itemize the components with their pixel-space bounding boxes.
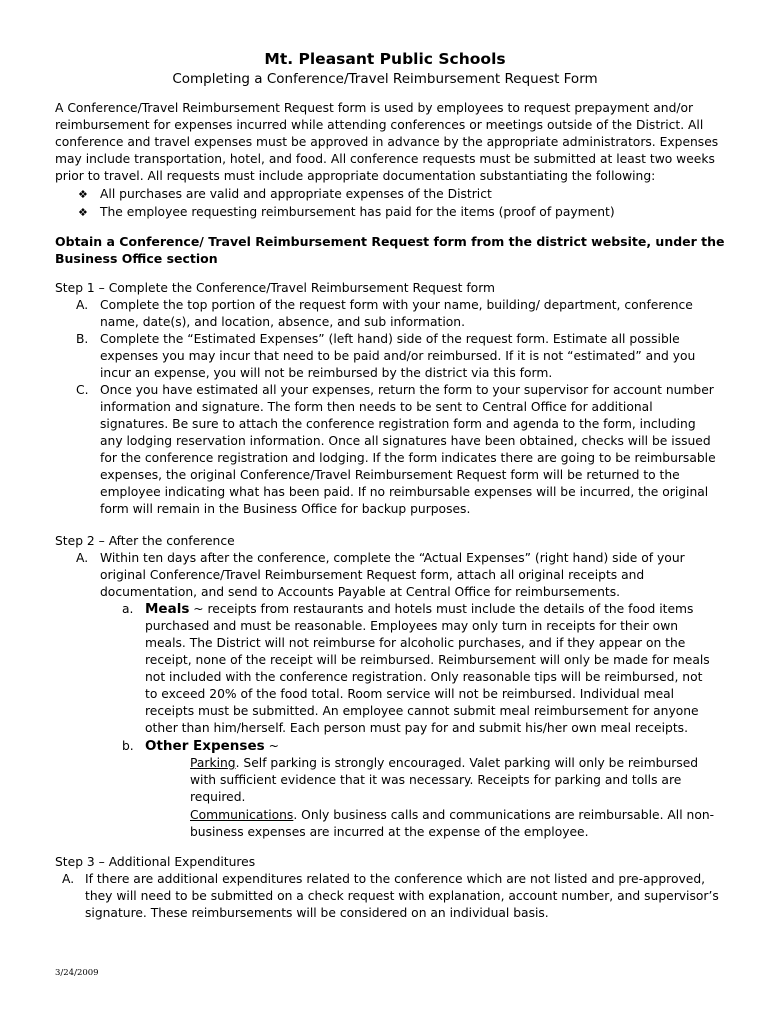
intro-line: may include transportation, hotel, and food. All conference requests must be submitted at least two weeks bbox=[55, 152, 715, 166]
step1-b-line: expenses you may incur that need to be paid and/or reimbursed. If it is not “estimated” and you bbox=[100, 349, 696, 363]
parking-line: required. bbox=[190, 790, 246, 804]
other-expenses-letter: b. bbox=[122, 739, 134, 753]
parking-first-text: . Self parking is strongly encouraged. Valet parking will only be reimbursed bbox=[235, 756, 699, 770]
step2-title: Step 2 – After the conference bbox=[55, 534, 235, 548]
other-expenses-line bbox=[145, 738, 279, 755]
communications-first-line bbox=[190, 807, 714, 824]
step1-c-letter: C. bbox=[76, 383, 89, 397]
step1-b-letter: B. bbox=[76, 332, 89, 346]
page-subtitle: Completing a Conference/Travel Reimbursement Request Form bbox=[172, 71, 598, 87]
meals-line: receipts must be submitted. An employee cannot submit meal reimbursement for anyone bbox=[145, 704, 699, 718]
intro-line: conference and travel expenses must be approved in advance by the appropriate administrators. Expenses bbox=[55, 135, 719, 149]
step3-a-line: signature. These reimbursements will be considered on an individual basis. bbox=[85, 906, 549, 920]
meals-line: not included with the conference registration. Only reasonable tips will be reimbursed, not bbox=[145, 670, 703, 684]
step2-a-line: Within ten days after the conference, complete the “Actual Expenses” (right hand) side of your bbox=[100, 551, 685, 565]
step2-a-letter: A. bbox=[76, 551, 89, 565]
step3-title: Step 3 – Additional Expenditures bbox=[55, 855, 256, 869]
step1-c-line: employee indicating what has been paid. If no reimbursable expenses will be incurred, the original bbox=[100, 485, 709, 499]
other-expenses-label: Other Expenses bbox=[145, 738, 265, 754]
step1-b-line: Complete the “Estimated Expenses” (left hand) side of the request form. Estimate all possible bbox=[100, 332, 680, 346]
step1-c-line: any lodging reservation information. Once all signatures have been obtained, checks will be issued bbox=[100, 434, 711, 448]
communications-line: business expenses are incurred at the expense of the employee. bbox=[190, 825, 589, 839]
section-heading: Business Office section bbox=[55, 251, 218, 266]
bullet-item: The employee requesting reimbursement has paid for the items (proof of payment) bbox=[100, 205, 615, 219]
meals-line: meals. The District will not reimburse for alcoholic purchases, and if they appear on the bbox=[145, 636, 686, 650]
diamond-bullet-icon: ❖ bbox=[78, 206, 88, 219]
section-heading: Obtain a Conference/ Travel Reimbursement Request form from the district website, under the bbox=[55, 234, 725, 249]
step2-a-line: original Conference/Travel Reimbursement Request form, attach all original receipts and bbox=[100, 568, 645, 582]
step1-c-line: Once you have estimated all your expenses, return the form to your supervisor for account number bbox=[100, 383, 714, 397]
step1-c-line: for the conference registration and lodging. If the form indicates there are going to be reimbursable bbox=[100, 451, 716, 465]
bullet-item: All purchases are valid and appropriate expenses of the District bbox=[100, 187, 492, 201]
other-expenses-suffix: ~ bbox=[264, 739, 279, 753]
meals-letter: a. bbox=[122, 602, 134, 616]
footer-date: 3/24/2009 bbox=[55, 968, 99, 978]
step3-a-line: If there are additional expenditures related to the conference which are not listed and pre-approved, bbox=[85, 872, 706, 886]
step1-a-line: Complete the top portion of the request form with your name, building/ department, conference bbox=[100, 298, 693, 312]
parking-label: Parking bbox=[190, 756, 236, 770]
step1-c-line: signatures. Be sure to attach the conference registration form and agenda to the form, including bbox=[100, 417, 696, 431]
step3-a-line: they will need to be submitted on a check request with explanation, account number, and supervisor’s bbox=[85, 889, 719, 903]
meals-line: receipt, none of the receipt will be reimbursed. Reimbursement will only be made for meals bbox=[145, 653, 710, 667]
step1-a-line: name, date(s), and location, absence, and sub information. bbox=[100, 315, 465, 329]
meals-label: Meals bbox=[145, 601, 190, 617]
meals-first-text: ~ receipts from restaurants and hotels must include the details of the food items bbox=[189, 602, 694, 616]
page-title: Mt. Pleasant Public Schools bbox=[264, 50, 506, 68]
step2-a-line: documentation, and send to Accounts Payable at Central Office for reimbursements. bbox=[100, 585, 621, 599]
parking-line: with sufficient evidence that it was necessary. Receipts for parking and tolls are bbox=[190, 773, 682, 787]
step1-c-line: expenses, the original Conference/Travel Reimbursement Request form will be returned to the bbox=[100, 468, 680, 482]
diamond-bullet-icon: ❖ bbox=[78, 188, 88, 201]
step1-b-line: incur an expense, you will not be reimbursed by the district via this form. bbox=[100, 366, 553, 380]
step1-title: Step 1 – Complete the Conference/Travel Reimbursement Request form bbox=[55, 281, 496, 295]
communications-first-text: . Only business calls and communications are reimbursable. All non- bbox=[293, 808, 715, 822]
communications-label: Communications bbox=[190, 808, 294, 822]
meals-line: purchased and must be reasonable. Employees may only turn in receipts for their own bbox=[145, 619, 679, 633]
intro-line: A Conference/Travel Reimbursement Request form is used by employees to request prepayment and/or bbox=[55, 101, 694, 115]
meals-line: other than him/herself. Each person must pay for and submit his/her own meal receipts. bbox=[145, 721, 688, 735]
meals-first-line bbox=[145, 601, 693, 618]
step1-a-letter: A. bbox=[76, 298, 89, 312]
step1-c-line: form will remain in the Business Office for backup purposes. bbox=[100, 502, 471, 516]
intro-line: reimbursement for expenses incurred while attending conferences or meetings outside of the District. All bbox=[55, 118, 704, 132]
parking-first-line bbox=[190, 755, 698, 772]
step3-a-letter: A. bbox=[62, 872, 75, 886]
step1-c-line: information and signature. The form then needs to be sent to Central Office for additional bbox=[100, 400, 653, 414]
meals-line: to exceed 20% of the food total. Room service will not be reimbursed. Individual meal bbox=[145, 687, 675, 701]
intro-line: prior to travel. All requests must include appropriate documentation substantiating the following: bbox=[55, 169, 656, 183]
